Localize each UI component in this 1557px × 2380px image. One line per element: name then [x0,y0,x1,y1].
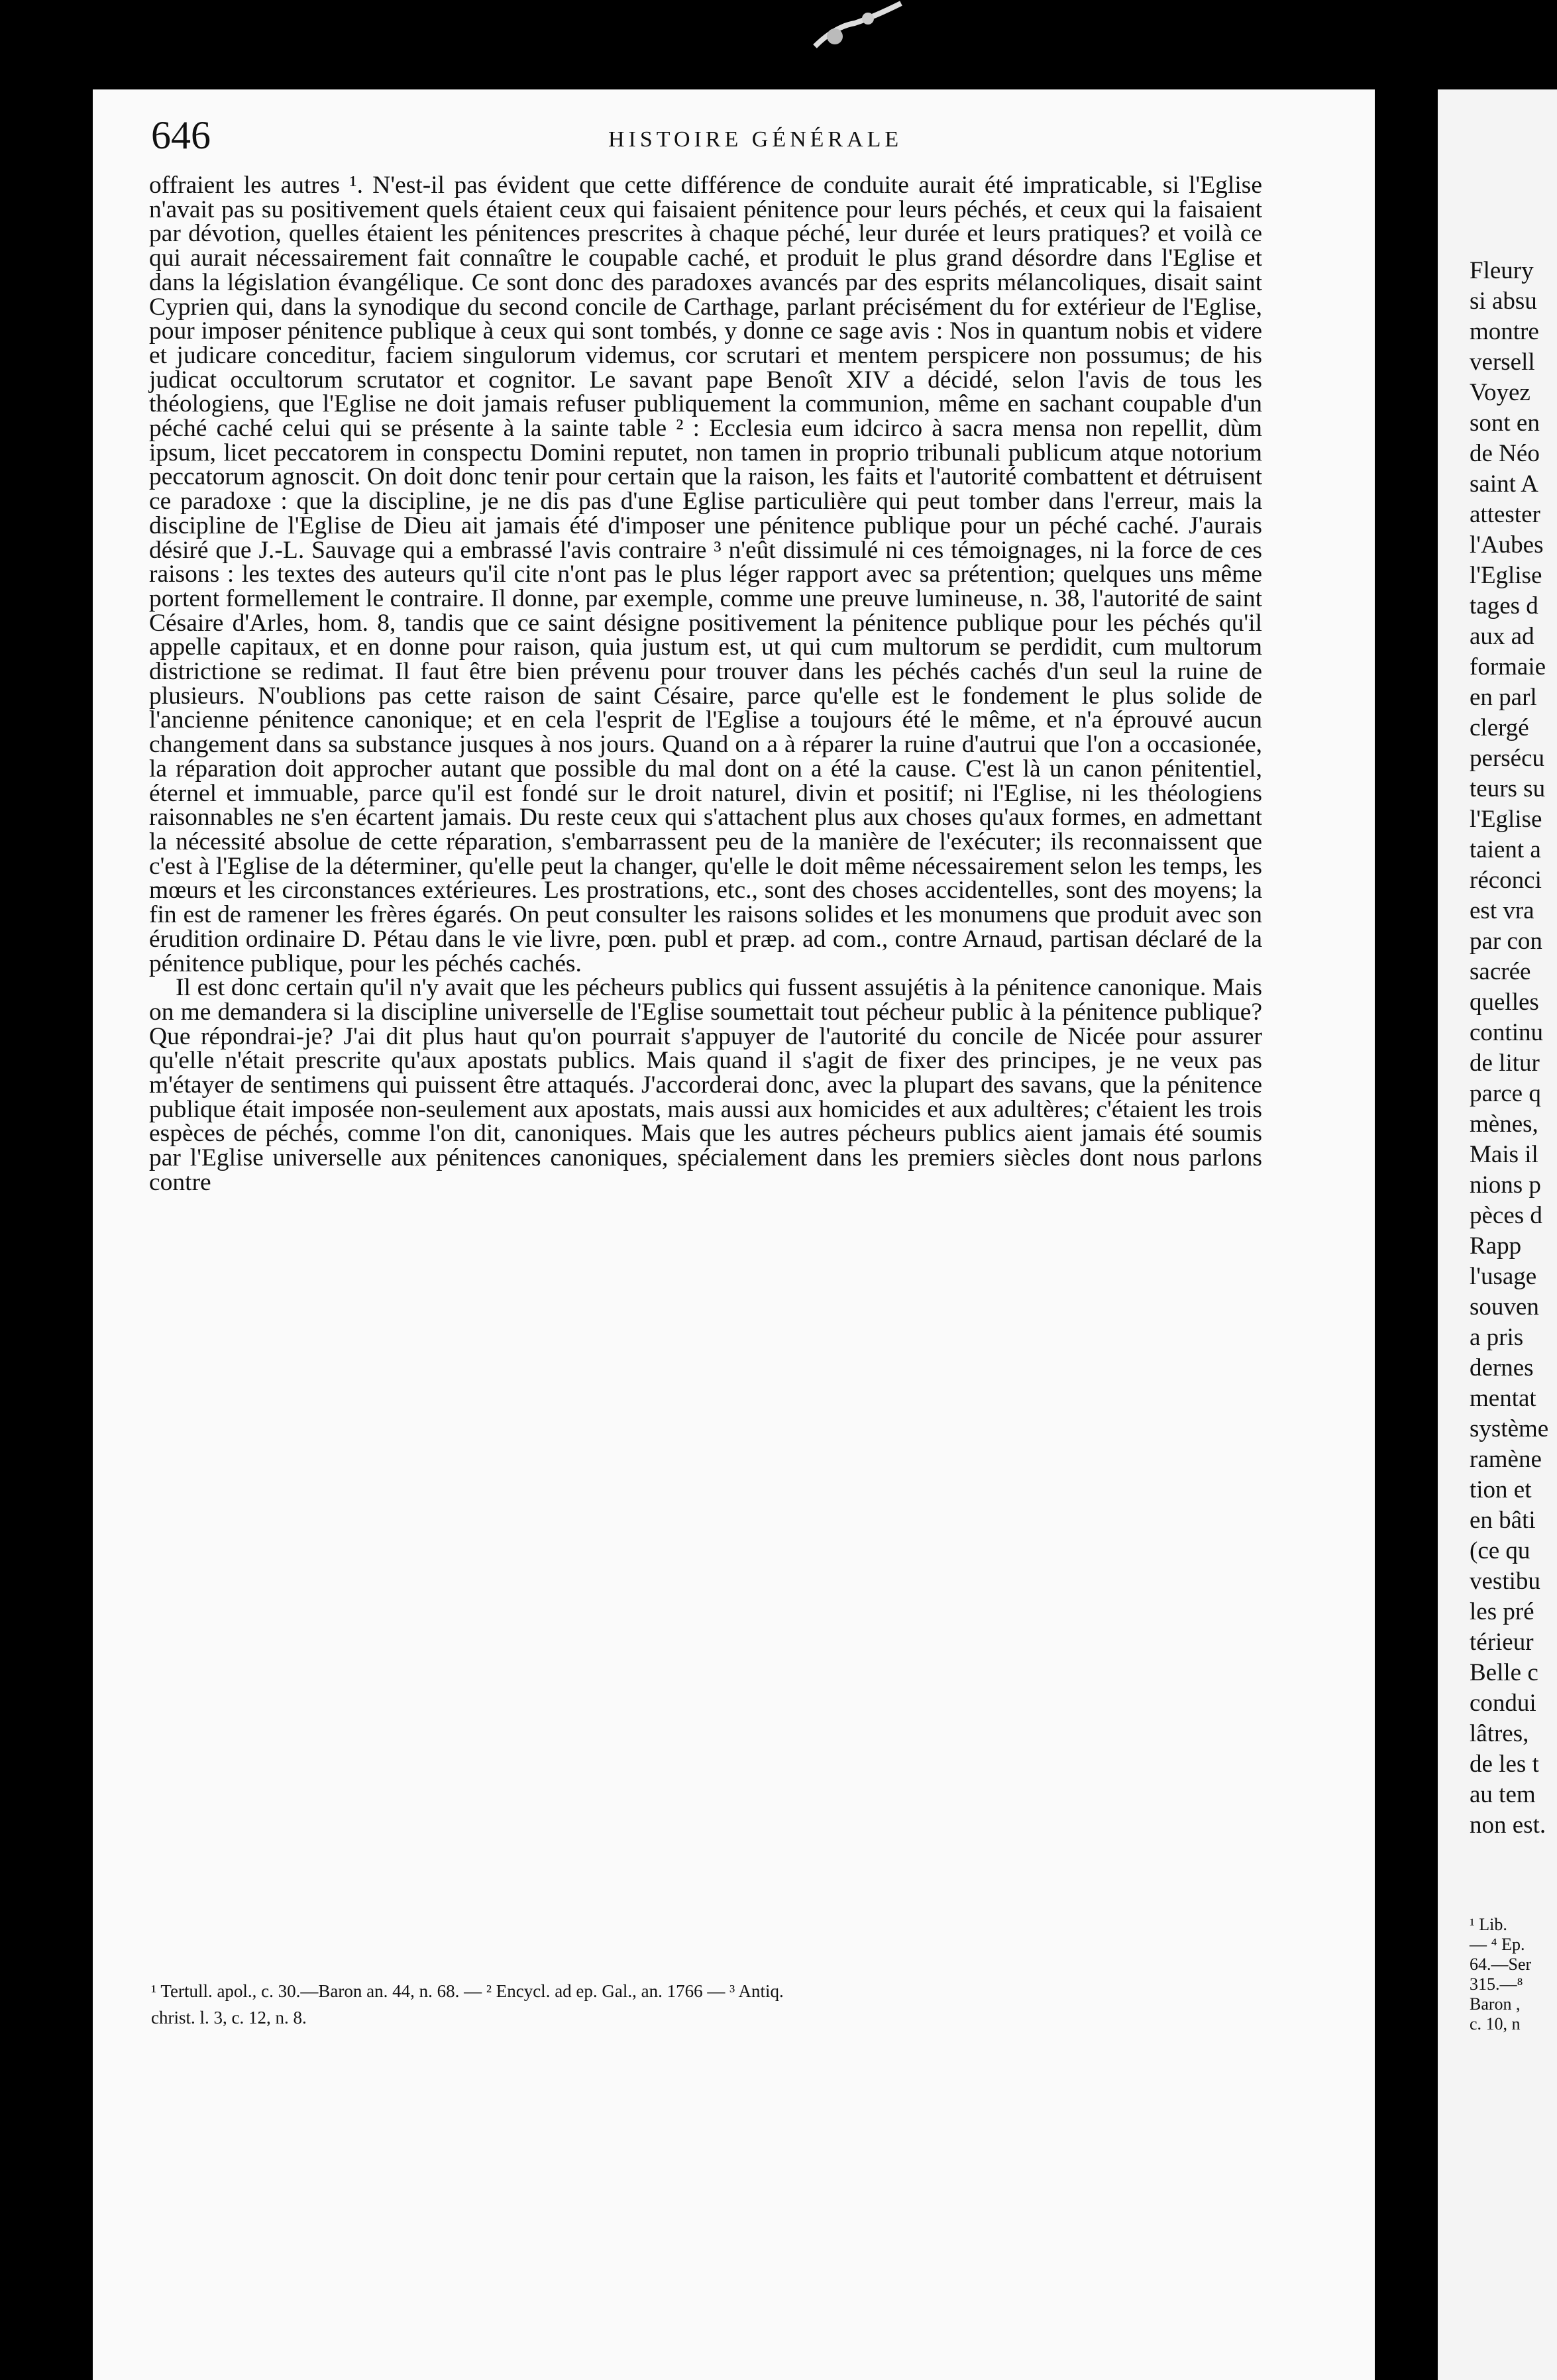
adjacent-page-footnote: 315.—⁸ [1470,1974,1523,1994]
footnote-line: ¹ Tertull. apol., c. 30.—Baron an. 44, n. 68. — ² Encycl. ad ep. Gal., an. 1766 — ³ Antiq. [151,1981,784,2001]
adjacent-page-line: clergé [1470,714,1529,741]
page-number: 646 [151,113,211,157]
adjacent-page-footnote: Baron , [1470,1994,1521,2014]
adjacent-page-line: de les t [1470,1751,1539,1778]
adjacent-page-line: pèces d [1470,1202,1542,1229]
adjacent-page-line: de Néo [1470,440,1540,467]
adjacent-page-line: l'usage [1470,1263,1537,1290]
adjacent-page-line: (ce qu [1470,1537,1530,1564]
adjacent-page-line: Fleury [1470,257,1534,284]
adjacent-page-line: saint A [1470,470,1538,498]
adjacent-page-line: réconci [1470,867,1542,894]
adjacent-page-line: non est. [1470,1812,1546,1839]
adjacent-page-line: l'Eglise [1470,806,1542,833]
adjacent-page-line: a pris [1470,1324,1524,1351]
adjacent-page-line: persécu [1470,745,1544,772]
scanner-mark [808,0,908,53]
running-title: HISTOIRE GÉNÉRALE [608,127,903,152]
adjacent-page-line: système [1470,1415,1549,1442]
adjacent-page-line: est vra [1470,897,1534,924]
adjacent-page-line: tion et [1470,1476,1532,1503]
adjacent-page-line: l'Eglise [1470,562,1542,589]
adjacent-page-line: les pré [1470,1598,1534,1625]
footnotes [151,1978,1251,2031]
adjacent-page-line: Mais il [1470,1141,1538,1168]
adjacent-page-line: Rapp [1470,1232,1522,1260]
adjacent-page-line: parce q [1470,1080,1541,1107]
adjacent-page-footnote: ¹ Lib. [1470,1915,1507,1934]
adjacent-page-line: aux ad [1470,623,1534,650]
adjacent-page-line: au tem [1470,1781,1536,1808]
adjacent-page-line: souven [1470,1293,1539,1321]
adjacent-page-line: vestibu [1470,1568,1540,1595]
adjacent-page-line: teurs su [1470,775,1546,802]
adjacent-page-line: sont en [1470,409,1540,437]
adjacent-page-footnote: 64.—Ser [1470,1955,1532,1974]
adjacent-page-line: tages d [1470,592,1538,620]
adjacent-page-line: Belle c [1470,1659,1538,1686]
paragraph: offraient les autres ¹. N'est-il pas évident que cette différence de conduite aurait été impraticable, si l'Eglise n'avait pas su positivement quels étaient ceux qui faisaient pénitence pour leurs péchés, et ceux qui la faisaient par dévotion, quelles étaient les pénitences prescrites à chaque péché, leur durée et leurs pratiques? et voilà ce qui aurait nécessairement fait connaître le coupable caché, et produit le plus grand désordre dans l'Eglise et dans la législation évangélique. Ce sont donc des paradoxes avancés par des esprits mélancoliques, disait saint Cyprien qui, dans la synodique du second concile de Carthage, parlant précisément du for extérieur de l'Eglise, pour imposer pénitence publique à ceux qui sont tombés, y donne ce sage avis : Nos in quantum nobis et videre et judicare conceditur, faciem singulorum videmus, cor scrutari et mentem perspicere non possumus; de his judicat occultorum scrutator et cognitor. Le savant pape Benoît XIV a décidé, selon l'avis de tous les théologiens, que l'Eglise ne doit jamais refuser publiquement la communion, même en sachant coupable d'un péché caché celui qui se présente à la sainte table ² : Ecclesia eum idcirco à sacra mensa non repellit, dùm ipsum, licet peccatorem in conspectu Domini reputet, non tamen in proprio tribunali publicum atque notorium peccatorum agnoscit. On doit donc tenir pour certain que la raison, les faits et l'autorité combattent et détruisent ce paradoxe : que la discipline, je ne dis pas d'une Eglise particulière qui peut tomber dans l'erreur, mais la discipline de l'Eglise de Dieu ait jamais été d'imposer une pénitence publique pour un péché caché. J'aurais désiré que J.-L. Sauvage qui a embrassé l'avis contraire ³ n'eût dissimulé ni ces témoignages, ni la force de ces raisons : les textes des auteurs qu'il cite n'ont pas le plus léger rapport avec sa prétention; quelques uns même portent formellement le contraire. Il donne, par exemple, comme une preuve lumineuse, n. 38, l'autorité de saint Césaire d'Arles, hom. 8, tandis que ce saint désigne positivement la pénitence publique pour les péchés qu'il appelle capitaux, et en donne pour raison, quia justum est, ut qui cum multorum se perdidit, cum multorum districtione se redimat. Il faut être bien prévenu pour trouver dans les péchés cachés d'un seul la ruine de plusieurs. N'oublions pas cette raison de saint Césaire, parce qu'elle est le fondement le plus solide de l'ancienne pénitence canonique; et en cela l'esprit de l'Eglise a toujours été le même, et n'a éprouvé aucun changement dans sa substance jusques à nos jours. Quand on a à réparer la ruine d'autrui que l'on a occasionée, la réparation doit approcher autant que possible du mal dont on a été la cause. C'est là un canon pénitentiel, éternel et immuable, parce qu'il est fondé sur le droit naturel, divin et positif; ni l'Eglise, ni les théologiens raisonnables ne s'en écartent jamais. Du reste ceux qui s'attachent plus aux choses qu'aux formes, en admettant la nécessité absolue de cette réparation, s'embarrassent peu de la manière de l'exécuter; ils reconnaissent que c'est à l'Eglise de la déterminer, qu'elle peut la changer, qu'elle le doit même nécessairement selon les temps, les mœurs et les circonstances extérieures. Les prostrations, etc., sont des choses accidentelles, sont des moyens; la fin est de ramener les frères égarés. On peut consulter les raisons solides et les monumens que produit avec son érudition ordinaire D. Pétau dans le vie livre, pœn. publ et præp. ad com., contre Arnaud, partisan déclaré de la pénitence publique, pour les péchés cachés. [149,172,1262,977]
adjacent-page [1438,89,1557,2380]
adjacent-page-footnote: — ⁴ Ep. [1470,1935,1525,1954]
adjacent-page-footnote: c. 10, n [1470,2014,1521,2033]
adjacent-page-line: nions p [1470,1171,1541,1199]
adjacent-page-line: mènes, [1470,1110,1538,1138]
adjacent-page-line: ramène [1470,1446,1542,1473]
adjacent-page-line: versell [1470,349,1535,376]
adjacent-page-line: quelles [1470,989,1539,1016]
adjacent-page-line: continu [1470,1019,1543,1046]
adjacent-page-line: en bâti [1470,1507,1536,1534]
adjacent-page-line: mentat [1470,1385,1536,1412]
adjacent-page-line: de litur [1470,1050,1540,1077]
adjacent-page-line: condui [1470,1690,1536,1717]
adjacent-page-line: montre [1470,318,1539,345]
adjacent-page-line: taient a [1470,836,1541,863]
adjacent-page-line: par con [1470,928,1542,955]
adjacent-page-line: attester [1470,501,1540,528]
adjacent-page-line: dernes [1470,1354,1534,1381]
adjacent-page-line: sacrée [1470,958,1531,985]
adjacent-page-line: lâtres, [1470,1720,1529,1747]
adjacent-page-line: Voyez [1470,379,1530,406]
adjacent-page-line: térieur [1470,1629,1534,1656]
adjacent-page-line: formaie [1470,653,1546,680]
page-header [151,113,1277,172]
adjacent-page-line: en parl [1470,684,1537,711]
adjacent-page-line: si absu [1470,288,1537,315]
adjacent-page-line: l'Aubes [1470,531,1544,559]
paragraph: Il est donc certain qu'il n'y avait que les pécheurs publics qui fussent assujétis à la pénitence canonique. Mais on me demandera si la discipline universelle de l'Eglise soumettait tout pécheur public à la pénitence publique? Que répondrai-je? J'ai dit plus haut qu'on pourrait s'appuyer de l'autorité du concile de Nicée pour assurer qu'elle n'était prescrite qu'aux apostats publics. Mais quand il s'agit de fixer des principes, je ne veux pas m'étayer de sentimens qui puissent être attaqués. J'accorderai donc, avec la plupart des savans, que la pénitence publique était imposée non-seulement aux apostats, mais aussi aux homicides et aux adultères; c'étaient les trois espèces de péchés, comme l'on dit, canoniques. Mais que les autres pécheurs publics aient jamais été soumis par l'Eglise universelle aux pénitences canoniques, spécialement dans les premiers siècles dont nous parlons contre [149,974,1262,1196]
body-text [149,174,1262,1195]
footnote-line: christ. l. 3, c. 12, n. 8. [151,2008,307,2028]
